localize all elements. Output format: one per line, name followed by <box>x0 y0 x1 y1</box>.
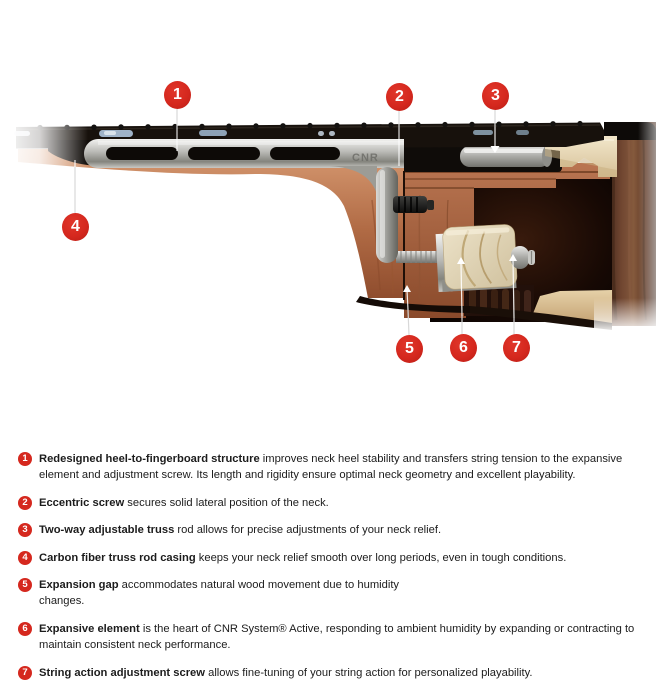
legend-desc-7: allows fine-tuning of your string action for personalized playability. <box>204 666 533 679</box>
legend-item-7 <box>18 665 660 681</box>
legend-bullet-5: 5 <box>18 578 32 592</box>
legend-item-3 <box>18 522 660 538</box>
callout-3: 3 <box>482 82 509 110</box>
legend-bullet-7: 7 <box>18 666 32 680</box>
legend-term-3: Two-way adjustable truss <box>39 524 175 537</box>
callout-1: 1 <box>164 81 191 109</box>
cnr-engraving: CNR <box>352 152 379 164</box>
callout-2: 2 <box>386 83 413 111</box>
callout-7: 7 <box>503 334 530 362</box>
threaded-rod <box>396 251 442 263</box>
legend-desc-3: rod allows for precise adjustments of your neck relief. <box>174 524 442 537</box>
legend-term-1: Redesigned heel-to-fingerboard structure <box>39 453 260 465</box>
callout-4: 4 <box>62 213 89 241</box>
expansive-element <box>435 224 517 292</box>
callout-6: 6 <box>450 334 477 362</box>
legend-bullet-2: 2 <box>18 496 32 510</box>
legend <box>18 451 660 692</box>
legend-bullet-3: 3 <box>18 523 32 537</box>
legend-term-4: Carbon fiber truss rod casing <box>39 551 196 564</box>
legend-term-5: Expansion gap <box>39 579 119 592</box>
legend-item-1 <box>18 451 660 484</box>
truss-rod <box>460 146 552 167</box>
legend-bullet-4: 4 <box>18 551 32 565</box>
legend-bullet-6: 6 <box>18 622 32 636</box>
legend-term-6: Expansive element <box>39 622 140 635</box>
heel-structure-channel <box>84 139 404 168</box>
legend-item-4 <box>18 550 660 566</box>
legend-term-7: String action adjustment screw <box>39 666 205 679</box>
legend-desc-4: keeps your neck relief smooth over long periods, even in tough conditions. <box>195 551 567 564</box>
legend-desc-1: improves neck heel stability and transfers string tension to the expansive element and adjustment screw. Its length and rigidity ensure optimal neck geometry and excellent playability. <box>39 453 623 482</box>
legend-desc-2: secures solid lateral position of the neck. <box>124 496 329 509</box>
legend-desc-6: is the heart of CNR System® Active, responding to ambient humidity by expanding or contracting to maintain consistent neck performance. <box>39 622 635 652</box>
callout-5: 5 <box>396 335 423 363</box>
legend-desc-5: accommodates natural wood movement due to humidity changes. <box>39 579 400 608</box>
legend-bullet-1: 1 <box>18 452 32 466</box>
legend-item-2 <box>18 495 660 511</box>
legend-term-2: Eccentric screw <box>39 496 125 509</box>
legend-item-6 <box>18 621 660 654</box>
legend-item-5 <box>18 577 660 610</box>
bottom-right-fade <box>594 298 672 334</box>
